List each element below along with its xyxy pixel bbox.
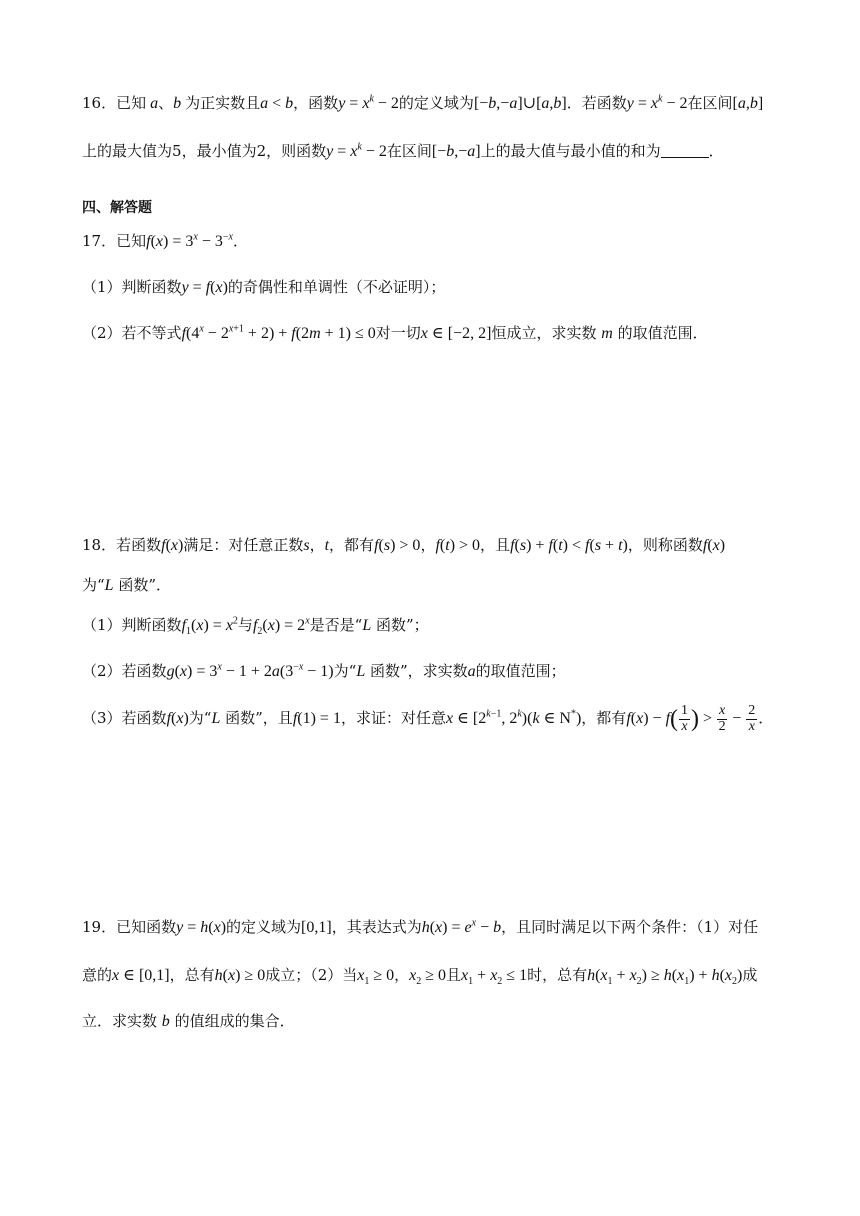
answer-blank: [661, 143, 709, 158]
q18-number: 18．: [82, 536, 117, 554]
q18-part-1: （1）判断函数$f_1(x) = x^2$与$f_2(x) = 2^x$是否是“L 函数”；: [82, 615, 429, 638]
q19-line-1: 19．已知函数y = h(x)的定义域为[0,1]，其表达式为$h(x) = e^x - b$，且同时满足以下两个条件：（1）对任: [82, 917, 759, 936]
q19-line-3: 立．求实数 b 的值组成的集合．: [82, 1012, 295, 1030]
section-title: 四、解答题: [82, 200, 152, 216]
q16-line-2: 上的最大值为5，最小值为2，则函数$y = x^k - 2$在区间[−b,−a]上的最大值与最小值的和为 ．: [82, 141, 724, 160]
q16-number: 16．: [82, 94, 117, 112]
q16-line-1: 16．已知 a、b 为正实数且a < b，函数$y = x^k - 2$的定义域为[−b,−a]∪[a,b]．若函数$y = x^k - 2$在区间[a,b]: [82, 93, 764, 112]
q17-part-1: （1）判断函数y = f(x)的奇偶性和单调性（不必证明）；: [82, 278, 446, 296]
q17-intro: 17．已知$f(x) = 3^x - 3^{-x}$．: [82, 231, 248, 250]
q19-line-2: 意的x ∈ [0,1]，总有h(x) ≥ 0成立；（2）当$x_1 \ge 0$，$x_2 \ge 0$且$x_1 + x_2 \le 1$时，总有$h(x_1 + x_2) \ge h(x_1) + h(x_2)$成: [82, 966, 758, 988]
q17-part-2: （2）若不等式$f(4^x - 2^{x+1} + 2) + f(2m + 1) \le 0$对一切x ∈ [−2, 2]恒成立，求实数 m 的取值范围．: [82, 323, 708, 342]
q17-number: 17．: [82, 232, 117, 250]
q18-line-1: 18．若函数f(x)满足：对任意正数s，t，都有f(s) > 0，f(t) > 0，且f(s) + f(t) < f(s + t)，则称函数f(x): [82, 536, 726, 554]
q19-number: 19．: [82, 918, 117, 936]
q18-part-3: （3）若函数f(x)为“L 函数”，且f(1) = 1，求证：对任意x ∈ [$2^{k-1}$, 2$^k$)(k ∈ N*)，都有f(x) − f( $\frac{1}{x}$ ) > $\frac{x}{2}$ − $\frac{2}{x}$ ．: [82, 703, 774, 734]
q18-part-2: （2）若函数$g(x) = 3^x - 1 + 2a(3^{-x} - 1)$为“L 函数”，求实数a的取值范围；: [82, 661, 566, 680]
q18-line-2: 为“L 函数”．: [82, 576, 172, 594]
